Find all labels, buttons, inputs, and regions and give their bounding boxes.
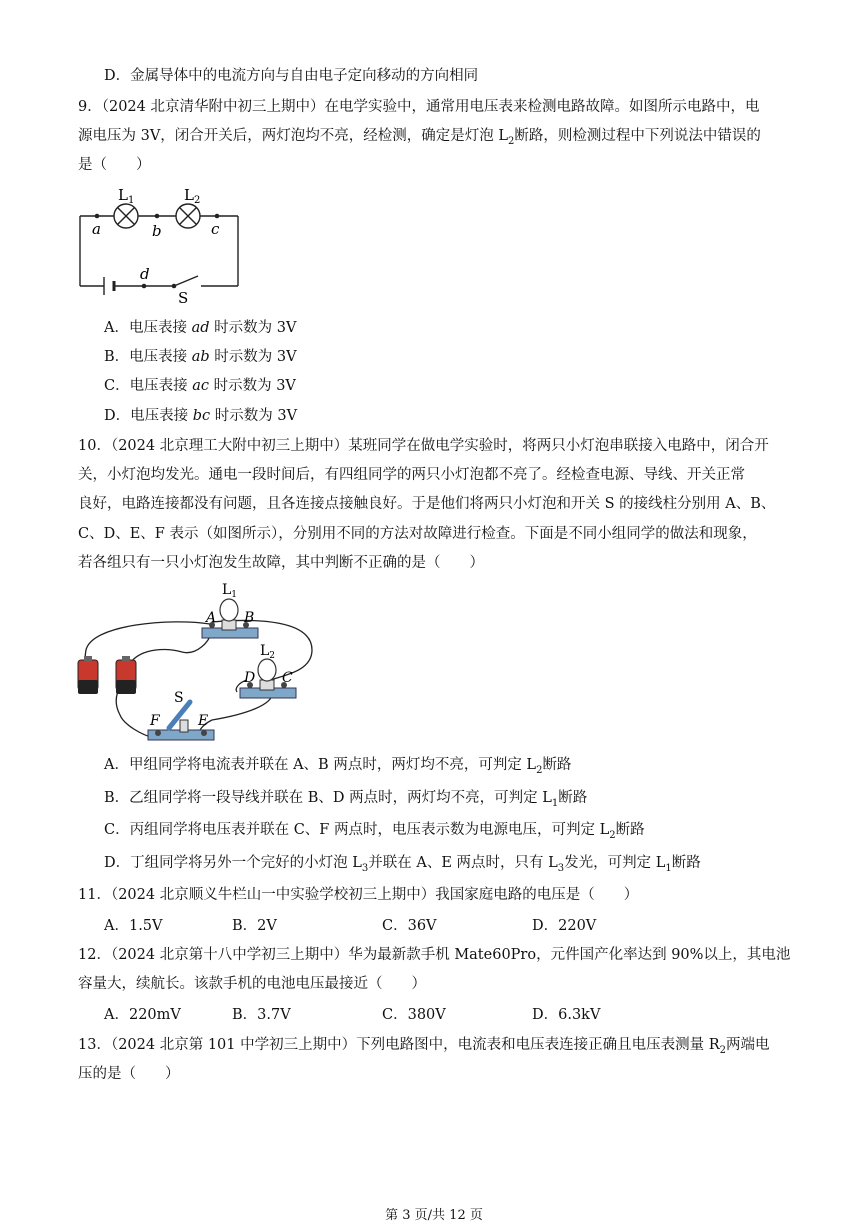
q10-stem-line5: 若各组只有一只小灯泡发生故障，其中判断不正确的是（ ） <box>78 555 484 571</box>
q11-option-a: A．1.5V <box>104 918 163 934</box>
q9-stem-line2: 源电压为 3V，闭合开关后，两灯泡均不亮，经检测，确定是灯泡 $L_2$断路，则检测过程中下列说法中错误的 <box>78 128 761 147</box>
terminal-F <box>155 730 161 736</box>
label-L1: $L_1$ <box>118 186 135 206</box>
q12-option-c: C．380V <box>382 1007 446 1023</box>
label-A: A <box>206 610 217 626</box>
q10-option-b: B．乙组同学将一段导线并联在 B、D 两点时，两灯均不亮，可判定 $L_1$断路 <box>104 790 588 809</box>
point-d-dot <box>142 284 147 289</box>
q9-circuit-diagram <box>74 180 254 305</box>
q11-option-c: C．36V <box>382 918 437 934</box>
label-E: E <box>198 713 209 729</box>
point-a-dot <box>95 214 100 219</box>
q9-option-b: B．电压表接 ab 时示数为 3V <box>104 349 297 365</box>
switch-pivot-dot <box>172 284 177 289</box>
q10-stem-line1: 10．（2024 北京理工大附中初三上期中）某班同学在做电学实验时，将两只小灯泡串联接入电路中，闭合开 <box>78 438 769 454</box>
label-S: S <box>178 289 189 305</box>
q9-option-c: C．电压表接 ac 时示数为 3V <box>104 378 296 394</box>
q8-option-d: D．金属导体中的电流方向与自由电子定向移动的方向相同 <box>104 68 479 84</box>
lamp-L2-bulb-icon <box>258 659 276 681</box>
q10-option-c: C．丙组同学将电压表并联在 C、F 两点时，电压表示数为电源电压，可判定 $L_2$断路 <box>104 822 645 841</box>
q10-stem-line4: C、D、E、F 表示（如图所示），分别用不同的方法对故障进行检查。下面是不同小组同学的做法和现象， <box>78 526 757 542</box>
q12-option-a: A．220mV <box>104 1007 181 1023</box>
q11-option-b: B．2V <box>232 918 277 934</box>
q13-stem-line1: 13．（2024 北京第 101 中学初三上期中）下列电路图中，电流表和电压表连接正确且电压表测量 $R_2$两端电 <box>78 1037 770 1056</box>
q9-stem-line3: 是（ ） <box>78 157 151 173</box>
q10-option-d: D．丁组同学将另外一个完好的小灯泡 $L_3$并联在 A、E 两点时，只有 $L_3$发光，可判定 $L_1$断路 <box>104 855 701 874</box>
q12-option-b: B．3.7V <box>232 1007 291 1023</box>
battery-cells-icon <box>78 656 136 694</box>
label-a: a <box>92 220 101 238</box>
page-number-footer: 第 3 页/共 12 页 <box>385 1208 483 1223</box>
switch-clip <box>180 720 188 732</box>
label-L2: $L_2$ <box>260 643 276 661</box>
q13-stem-line2: 压的是（ ） <box>78 1066 180 1082</box>
q10-option-a: A．甲组同学将电流表并联在 A、B 两点时，两灯均不亮，可判定 $L_2$断路 <box>104 757 572 776</box>
label-d: d <box>140 265 150 283</box>
label-C: C <box>282 670 293 686</box>
q12-option-d: D．6.3kV <box>532 1007 601 1023</box>
point-c-dot <box>215 214 220 219</box>
lamp-L1-bulb-icon <box>220 599 238 621</box>
q11-stem: 11．（2024 北京顺义牛栏山一中实验学校初三上期中）我国家庭电路的电压是（ ） <box>78 887 639 903</box>
q12-stem-line2: 容量大，续航长。该款手机的电池电压最接近（ ） <box>78 976 426 992</box>
label-c: c <box>211 220 220 238</box>
label-B: B <box>244 610 255 626</box>
q9-option-d: D．电压表接 bc 时示数为 3V <box>104 408 298 424</box>
q10-stem-line3: 良好，电路连接都没有问题，且各连接点接触良好。于是他们将两只小灯泡和开关 S 的接线柱分别用 A、B、 <box>78 496 776 512</box>
terminal-E <box>201 730 207 736</box>
label-D: D <box>244 670 256 686</box>
q11-option-d: D．220V <box>532 918 597 934</box>
label-b: b <box>152 222 162 240</box>
q10-stem-line2: 关，小灯泡均发光。通电一段时间后，有四组同学的两只小灯泡都不亮了。经检查电源、导线、开关正常 <box>78 467 745 483</box>
label-S: S <box>174 690 184 706</box>
q9-option-a: A．电压表接 ad 时示数为 3V <box>104 320 297 336</box>
q12-stem-line1: 12．（2024 北京第十八中学初三上期中）华为最新款手机 Mate60Pro，元件国产化率达到 90%以上，其电池 <box>78 947 791 963</box>
label-L2: $L_2$ <box>184 186 201 206</box>
label-L1: $L_1$ <box>222 582 238 600</box>
q9-stem-line1: 9．（2024 北京清华附中初三上期中）在电学实验中，通常用电压表来检测电路故障。如图所示电路中，电 <box>78 99 760 115</box>
label-F: F <box>150 713 160 729</box>
q10-circuit-illustration <box>72 580 317 745</box>
point-b-dot <box>155 214 160 219</box>
